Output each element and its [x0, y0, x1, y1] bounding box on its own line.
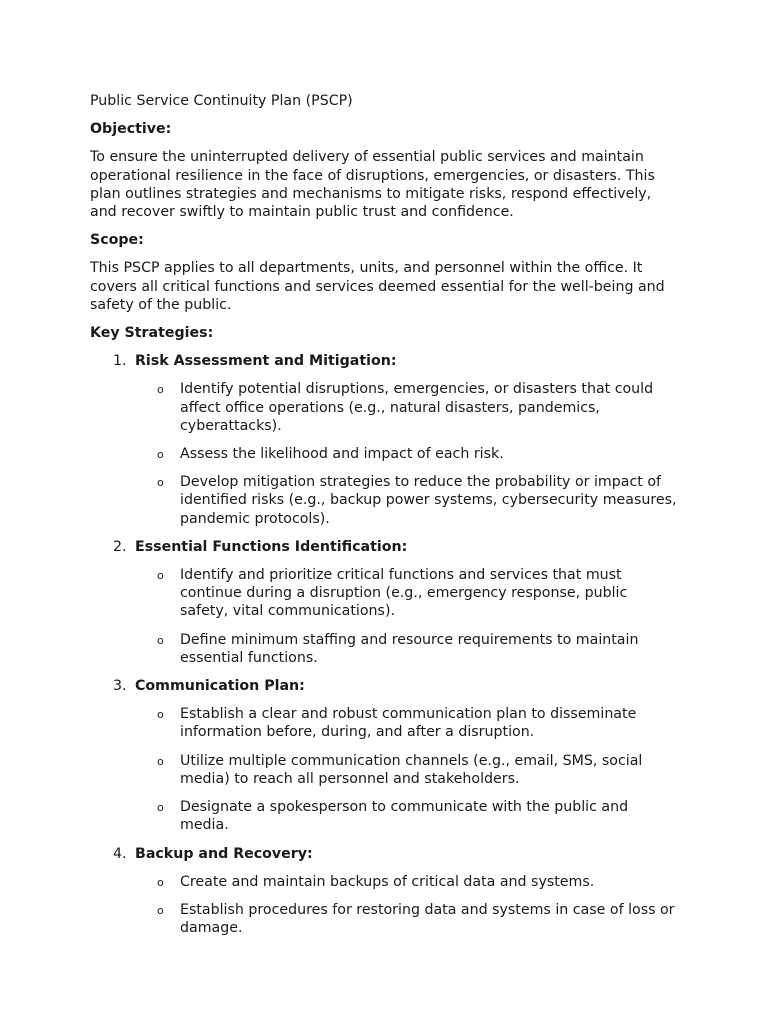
scope-text: This PSCP applies to all departments, units, and personnel within the office. It covers all critical functions and services deemed essential for the well-being and safety of the public. — [90, 260, 665, 313]
list-item-text: Identify and prioritize critical functions and services that must continue during a disruption (e.g., emergency response, public safety, vital communications). — [180, 567, 628, 620]
list-item — [135, 380, 678, 435]
list-item — [135, 631, 678, 667]
document-title: Public Service Continuity Plan (PSCP) — [90, 93, 353, 109]
list-item-text: Define minimum staffing and resource requirements to maintain essential functions. — [180, 631, 639, 666]
bullet-icon: o — [157, 633, 164, 647]
strategy-title: Essential Functions Identification: — [135, 538, 408, 555]
strategy-subitems — [135, 873, 678, 938]
scope-heading: Scope: — [90, 232, 144, 249]
bullet-icon: o — [157, 708, 164, 722]
bullet-icon: o — [157, 801, 164, 815]
list-item — [135, 901, 678, 937]
strategy-item — [90, 352, 678, 528]
list-item-text: Establish a clear and robust communication plan to disseminate information before, during, and after a disruption. — [180, 706, 637, 741]
strategy-number: 2. — [113, 538, 127, 555]
list-item-text: Assess the likelihood and impact of each risk. — [180, 446, 504, 463]
list-item-text: Develop mitigation strategies to reduce the probability or impact of identified risks (e.g., backup power systems, cybersecurity measures, pandemic protocols). — [180, 474, 677, 527]
strategies-heading: Key Strategies: — [90, 325, 214, 342]
objective-heading: Objective: — [90, 121, 172, 138]
list-item-text: Create and maintain backups of critical data and systems. — [180, 873, 595, 890]
list-item — [135, 445, 678, 463]
strategy-item — [90, 845, 678, 938]
list-item — [135, 566, 678, 621]
strategy-number: 3. — [113, 678, 127, 695]
strategy-title: Communication Plan: — [135, 678, 305, 695]
bullet-icon: o — [157, 383, 164, 397]
list-item — [135, 798, 678, 834]
strategies-list — [90, 352, 678, 937]
list-item — [135, 873, 678, 891]
strategy-title: Risk Assessment and Mitigation: — [135, 353, 397, 370]
list-item-text: Establish procedures for restoring data and systems in case of loss or damage. — [180, 901, 675, 937]
strategy-subitems — [135, 566, 678, 667]
objective-text: To ensure the uninterrupted delivery of essential public services and maintain operational resilience in the face of disruptions, emergencies, or disasters. This plan outlines strategies and mechanisms to mitigate risks, respond effectively, and recover swiftly to maintain public trust and confidence. — [90, 149, 655, 221]
bullet-icon: o — [157, 569, 164, 583]
list-item — [135, 473, 678, 528]
bullet-icon: o — [157, 448, 164, 462]
list-item-text: Utilize multiple communication channels (e.g., email, SMS, social media) to reach all personnel and stakeholders. — [180, 752, 643, 787]
strategy-number: 1. — [113, 353, 127, 370]
strategy-item — [90, 538, 678, 667]
strategy-item — [90, 677, 678, 834]
bullet-icon: o — [157, 754, 164, 768]
list-item-text: Identify potential disruptions, emergencies, or disasters that could affect office operations (e.g., natural disasters, pandemics, cyberattacks). — [180, 381, 654, 434]
bullet-icon: o — [157, 903, 164, 917]
list-item — [135, 752, 678, 788]
strategy-number: 4. — [113, 845, 127, 862]
bullet-icon: o — [157, 476, 164, 490]
strategy-subitems — [135, 705, 678, 834]
bullet-icon: o — [157, 875, 164, 889]
list-item-text: Designate a spokesperson to communicate with the public and media. — [180, 799, 629, 834]
list-item — [135, 705, 678, 741]
strategy-subitems — [135, 380, 678, 527]
strategy-title: Backup and Recovery: — [135, 845, 313, 862]
